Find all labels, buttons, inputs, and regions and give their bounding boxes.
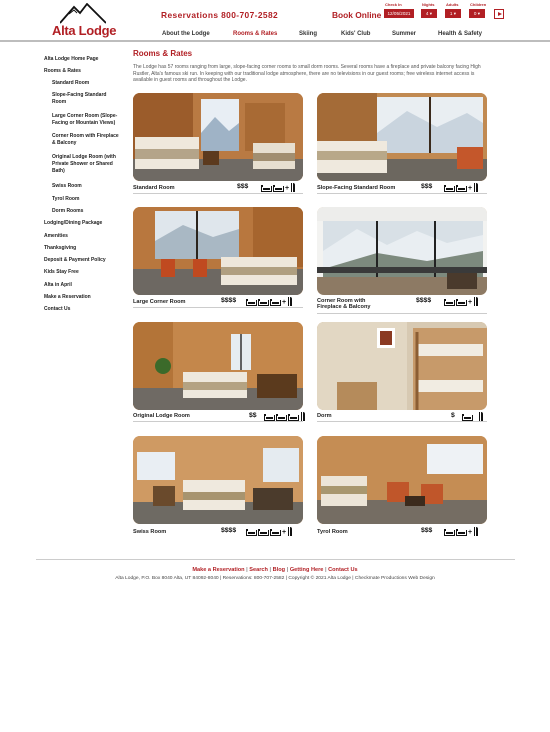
sidebar-item-large-corner[interactable]: Large Corner Room (Slope- Facing or Mountain Views) bbox=[52, 113, 118, 126]
footer-separator: | bbox=[324, 567, 327, 573]
bed-icon bbox=[270, 530, 281, 536]
sidebar-item-home[interactable]: Alta Lodge Home Page bbox=[44, 56, 99, 62]
room-price: $ bbox=[451, 412, 455, 419]
children-select[interactable]: 0 ▾ bbox=[469, 9, 485, 18]
room-name[interactable]: Swiss Room bbox=[133, 529, 167, 535]
nav-health-safety[interactable]: Health & Safety bbox=[438, 31, 483, 37]
page-title: Rooms & Rates bbox=[133, 49, 193, 58]
caption-divider bbox=[317, 193, 487, 194]
header-divider bbox=[0, 40, 550, 42]
amenity-icons bbox=[444, 527, 478, 536]
footer-copyright: Alta Lodge, P.O. Box 8040 Alta, UT 84092-8040 | Reservations: 800-707-2582 | Copyright © 2021 Alta Lodge | Checkmate Productions Web Design bbox=[115, 576, 435, 581]
footer-link-search[interactable]: Search bbox=[249, 567, 268, 573]
nights-label: Nights bbox=[422, 2, 435, 7]
sidebar-item-rooms-rates[interactable]: Rooms & Rates bbox=[44, 68, 81, 74]
dining-icon bbox=[288, 527, 292, 536]
sidebar-item-thanksgiving[interactable]: Thanksgiving bbox=[44, 245, 77, 251]
caption-divider bbox=[133, 421, 303, 422]
bed-icon bbox=[456, 186, 467, 192]
caption-divider bbox=[133, 193, 303, 194]
logo-text: Alta Lodge bbox=[52, 23, 117, 38]
nav-kids-club[interactable]: Kids' Club bbox=[341, 31, 371, 37]
room-name[interactable]: Dorm bbox=[317, 413, 332, 419]
sidebar-item-original-lodge[interactable]: Original Lodge Room (with Private Shower or Shared Bath) bbox=[52, 154, 116, 174]
room-photo-corner-fireplace[interactable] bbox=[317, 207, 487, 295]
footer-links bbox=[0, 567, 550, 573]
amenity-icons bbox=[246, 527, 292, 536]
footer-link-reservation[interactable]: Make a Reservation bbox=[192, 567, 245, 573]
room-photo-tyrol[interactable] bbox=[317, 436, 487, 524]
dining-icon bbox=[474, 527, 478, 536]
sidebar-item-contact[interactable]: Contact Us bbox=[44, 306, 71, 312]
reservations-phone[interactable]: Reservations 800-707-2582 bbox=[161, 10, 279, 20]
adults-select[interactable]: 1 ▾ bbox=[445, 9, 461, 18]
plus-icon: + bbox=[468, 185, 473, 192]
sidebar-item-kids-stay-free[interactable]: Kids Stay Free bbox=[44, 269, 79, 275]
bed-icon bbox=[456, 530, 467, 536]
room-name[interactable]: Slope-Facing Standard Room bbox=[317, 185, 396, 191]
footer-separator: | bbox=[286, 567, 289, 573]
dining-icon bbox=[291, 183, 295, 192]
amenity-icons bbox=[444, 297, 478, 306]
room-price: $$$$ bbox=[221, 527, 237, 534]
sidebar-item-slope-facing[interactable]: Slope-Facing Standard Room bbox=[52, 92, 107, 105]
dining-icon bbox=[474, 297, 478, 306]
room-name[interactable]: Original Lodge Room bbox=[133, 413, 190, 419]
book-submit-button[interactable] bbox=[494, 9, 504, 19]
sidebar-item-corner-fireplace[interactable]: Corner Room with Fireplace & Balcony bbox=[52, 133, 119, 146]
plus-icon: + bbox=[468, 529, 473, 536]
footer-divider bbox=[36, 559, 515, 560]
bed-icon bbox=[456, 300, 467, 306]
checkin-label: Check In bbox=[385, 2, 402, 7]
sidebar-item-standard-room[interactable]: Standard Room bbox=[52, 80, 90, 86]
room-photo-large-corner[interactable] bbox=[133, 207, 303, 295]
sidebar-item-deposit[interactable]: Deposit & Payment Policy bbox=[44, 257, 106, 263]
amenity-icons bbox=[444, 183, 478, 192]
intro-text: The Lodge has 57 rooms ranging from large, slope-facing corner rooms to small dorm rooms. Several rooms have a fireplace and private balcony facing High Rustler, Alta's famous ski run. In keeping with our traditional lodge atmosphere, there are no televisions in our guest rooms; free wireless internet access is available in guest rooms and throughout the Lodge. bbox=[133, 64, 481, 84]
bed-icon bbox=[261, 186, 272, 192]
room-photo-dorm[interactable] bbox=[317, 322, 487, 410]
amenity-icons bbox=[264, 412, 305, 421]
sidebar-item-alta-april[interactable]: Alta in April bbox=[44, 282, 72, 288]
bed-icon bbox=[273, 186, 284, 192]
caption-divider bbox=[133, 307, 303, 308]
caption-divider bbox=[317, 313, 487, 314]
footer-link-getting-here[interactable]: Getting Here bbox=[289, 567, 324, 573]
bed-icon bbox=[444, 186, 455, 192]
sidebar-item-tyrol-room[interactable]: Tyrol Room bbox=[52, 196, 80, 202]
room-photo-original-lodge[interactable] bbox=[133, 322, 303, 410]
dining-icon bbox=[301, 412, 305, 421]
room-photo-swiss[interactable] bbox=[133, 436, 303, 524]
mountain-logo-icon bbox=[60, 3, 106, 25]
amenity-icons bbox=[261, 183, 295, 192]
room-name[interactable]: Large Corner Room bbox=[133, 299, 186, 305]
nav-rooms-rates[interactable]: Rooms & Rates bbox=[233, 31, 278, 37]
checkin-date-input[interactable]: 12/05/2021 bbox=[384, 9, 414, 18]
sidebar-item-dorm-rooms[interactable]: Dorm Rooms bbox=[52, 208, 84, 214]
bed-icon bbox=[246, 300, 257, 306]
book-online-label: Book Online bbox=[332, 10, 382, 20]
nights-select[interactable]: 4 ▾ bbox=[421, 9, 437, 18]
room-price: $$$ bbox=[421, 183, 433, 190]
nav-skiing[interactable]: Skiing bbox=[299, 31, 318, 37]
nav-about[interactable]: About the Lodge bbox=[162, 31, 210, 37]
bed-icon bbox=[258, 300, 269, 306]
footer-link-contact[interactable]: Contact Us bbox=[328, 567, 358, 573]
footer-separator: | bbox=[269, 567, 272, 573]
amenity-icons bbox=[462, 412, 483, 421]
dining-icon bbox=[288, 297, 292, 306]
sidebar-item-swiss-room[interactable]: Swiss Room bbox=[52, 183, 82, 189]
room-price: $$$ bbox=[237, 183, 249, 190]
dining-icon bbox=[479, 412, 483, 421]
room-price: $$$$ bbox=[416, 297, 432, 304]
plus-icon: + bbox=[282, 299, 287, 306]
plus-icon: + bbox=[282, 529, 287, 536]
room-price: $$$ bbox=[421, 527, 433, 534]
nav-summer[interactable]: Summer bbox=[392, 31, 417, 37]
sidebar-item-lodging-dining[interactable]: Lodging/Dining Package bbox=[44, 220, 103, 226]
amenity-icons bbox=[246, 297, 292, 306]
bed-icon bbox=[444, 530, 455, 536]
adults-label: Adults bbox=[446, 2, 459, 7]
room-name[interactable]: Standard Room bbox=[133, 185, 175, 191]
footer-separator: | bbox=[246, 567, 248, 573]
sidebar-item-amenities[interactable]: Amenities bbox=[44, 233, 68, 239]
footer-link-blog[interactable]: Blog bbox=[272, 567, 286, 573]
room-photo-slope-facing[interactable] bbox=[317, 93, 487, 181]
bed-icon bbox=[444, 300, 455, 306]
bed-icon bbox=[258, 530, 269, 536]
room-price: $$$$ bbox=[221, 297, 237, 304]
plus-icon: + bbox=[285, 185, 290, 192]
room-photo-standard[interactable] bbox=[133, 93, 303, 181]
alta-lodge-logo[interactable] bbox=[52, 3, 122, 37]
room-name[interactable]: Tyrol Room bbox=[317, 529, 348, 535]
plus-icon: + bbox=[468, 299, 473, 306]
room-name[interactable]: Corner Room with Fireplace & Balcony bbox=[317, 298, 371, 311]
children-label: Children bbox=[470, 2, 487, 7]
dining-icon bbox=[474, 183, 478, 192]
bed-icon bbox=[270, 300, 281, 306]
bed-icon bbox=[246, 530, 257, 536]
sidebar-item-make-reservation[interactable]: Make a Reservation bbox=[44, 294, 91, 300]
caption-divider bbox=[317, 421, 487, 422]
room-price: $$ bbox=[249, 412, 257, 419]
